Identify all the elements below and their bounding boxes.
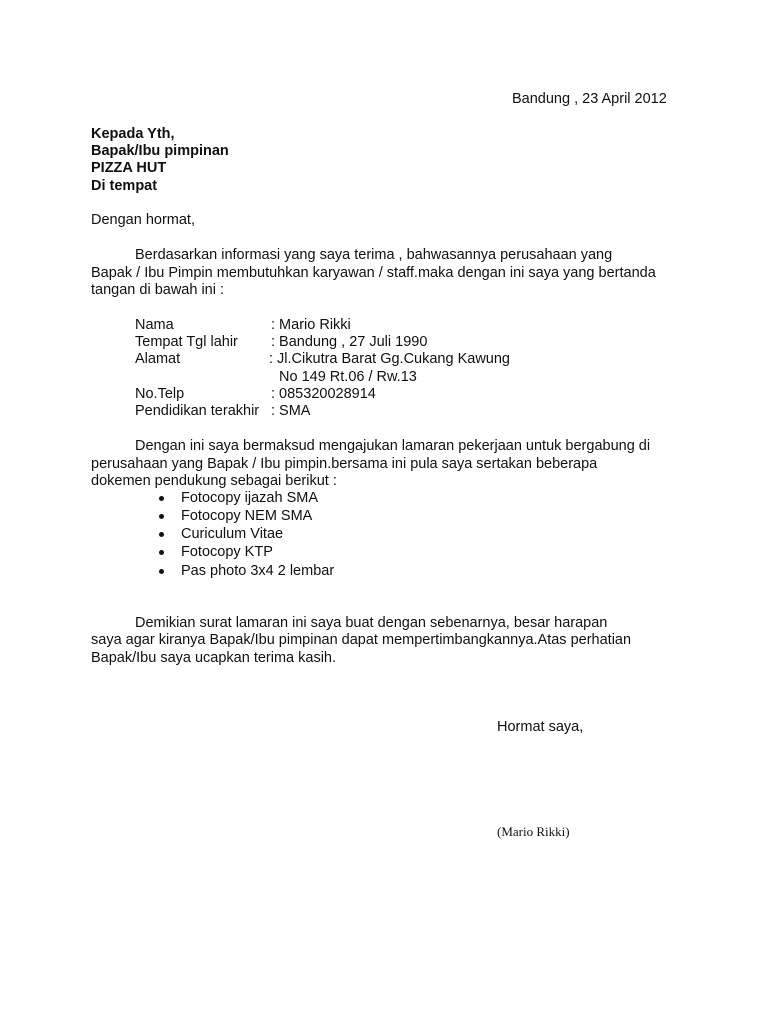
intro-line-2: Bapak / Ibu Pimpin membutuhkan karyawan / staff.maka dengan ini saya yang bertanda xyxy=(91,265,656,281)
alamat-label: Alamat xyxy=(135,351,181,367)
body-line-2: perusahaan yang Bapak / Ibu pimpin.bersama ini pula saya sertakan beberapa xyxy=(91,456,598,472)
attachment-item: Fotocopy NEM SMA xyxy=(181,508,313,524)
body-line-3: dokemen pendukung sebagai berikut : xyxy=(91,473,337,489)
telp-label: No.Telp xyxy=(135,386,185,402)
nama-label: Nama xyxy=(135,317,174,333)
pendidikan-label: Pendidikan terakhir xyxy=(135,403,260,419)
closing-line-2: saya agar kiranya Bapak/Ibu pimpinan dapat mempertimbangkannya.Atas perhatian xyxy=(91,632,632,648)
intro-line-3: tangan di bawah ini : xyxy=(91,282,225,298)
attachment-item: Pas photo 3x4 2 lembar xyxy=(181,563,335,579)
body-line-1: Dengan ini saya bermaksud mengajukan lamaran pekerjaan untuk bergabung di xyxy=(135,438,651,454)
signature-name: (Mario Rikki) xyxy=(497,824,570,839)
closing-line-1: Demikian surat lamaran ini saya buat dengan sebenarnya, besar harapan xyxy=(135,615,608,631)
bullet-icon xyxy=(159,569,164,574)
nama-value: : Mario Rikki xyxy=(271,317,351,333)
alamat-value: : Jl.Cikutra Barat Gg.Cukang Kawung xyxy=(269,351,510,367)
recipient-line-2: Bapak/Ibu pimpinan xyxy=(91,143,229,159)
recipient-line-4: Di tempat xyxy=(91,178,158,194)
salutation: Dengan hormat, xyxy=(91,212,195,228)
alamat-value-2: No 149 Rt.06 / Rw.13 xyxy=(279,369,417,385)
attachment-item: Fotocopy KTP xyxy=(181,544,273,560)
bullet-icon xyxy=(159,496,164,501)
intro-line-1: Berdasarkan informasi yang saya terima , bahwasannya perusahaan yang xyxy=(135,247,613,263)
bullet-icon xyxy=(159,532,164,537)
pendidikan-value: : SMA xyxy=(271,403,311,419)
bullet-icon xyxy=(159,550,164,555)
ttl-value: : Bandung , 27 Juli 1990 xyxy=(271,334,428,350)
recipient-line-3: PIZZA HUT xyxy=(91,160,167,176)
telp-value: : 085320028914 xyxy=(271,386,376,402)
ttl-label: Tempat Tgl lahir xyxy=(135,334,238,350)
sign-off: Hormat saya, xyxy=(497,719,584,735)
attachment-item: Curiculum Vitae xyxy=(181,526,284,542)
closing-line-3: Bapak/Ibu saya ucapkan terima kasih. xyxy=(91,650,337,666)
attachment-item: Fotocopy ijazah SMA xyxy=(181,490,319,506)
date-line: Bandung , 23 April 2012 xyxy=(512,91,667,107)
recipient-line-1: Kepada Yth, xyxy=(91,126,175,142)
bullet-icon xyxy=(159,514,164,519)
